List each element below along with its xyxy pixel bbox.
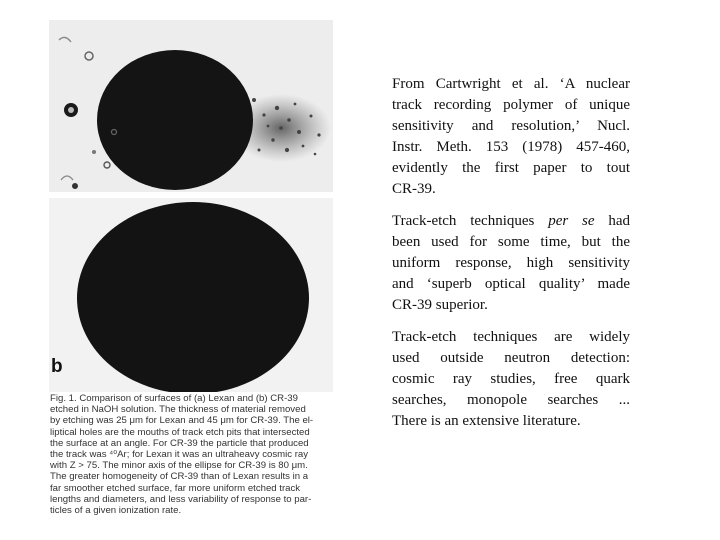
lexan-etch-image xyxy=(49,20,333,192)
figure-caption xyxy=(50,393,368,516)
caption-line: with Z > 75. The minor axis of the ellipse for CR-39 is 80 μm. xyxy=(50,460,308,472)
text-line: searches, monopole searches ... xyxy=(392,392,630,408)
text-line: uniform response, high sensitivity xyxy=(392,255,630,271)
cr39-track-pit xyxy=(77,202,309,392)
caption-line: the surface at an angle. For CR-39 the particle that produced xyxy=(50,437,309,449)
text-line: There is an extensive literature. xyxy=(392,413,581,429)
text-line: evidently the first paper to tout xyxy=(392,160,630,176)
text-line: From Cartwright et al. ‘A nuclear xyxy=(392,76,630,92)
text-line: been used for some time, but the xyxy=(392,234,630,250)
commentary-text xyxy=(392,74,630,443)
text-line: track recording polymer of unique xyxy=(392,97,630,113)
paragraph-citation xyxy=(392,74,630,200)
caption-line: by etching was 25 μm for Lexan and 45 μm for CR-39. The el- xyxy=(50,415,314,427)
caption-line: the track was ⁴⁰Ar; for Lexan it was an ultraheavy cosmic ray xyxy=(50,449,309,461)
text-line: and ‘superb optical quality’ made xyxy=(392,276,630,292)
paragraph-applications xyxy=(392,327,630,432)
paragraph-history xyxy=(392,211,630,316)
caption-line: lengths and diameters, and less variability of response to par- xyxy=(50,493,312,505)
panel-label-b: b xyxy=(51,356,63,377)
text-line: Track-etch techniques are widely xyxy=(392,329,630,345)
text-line: sensitivity and resolution,’ Nucl. xyxy=(392,118,630,134)
text-line: Track-etch techniques per se had xyxy=(392,213,630,229)
caption-line: etched in NaOH solution. The thickness of material removed xyxy=(50,404,306,416)
text-line: CR-39 superior. xyxy=(392,297,488,313)
cr39-etch-image xyxy=(49,198,333,392)
text-line: cosmic ray studies, free quark xyxy=(392,371,630,387)
figure xyxy=(30,8,375,538)
text-line: used outside neutron detection: xyxy=(392,350,630,366)
text-line: CR-39. xyxy=(392,181,436,197)
lexan-track-pit xyxy=(97,50,253,190)
caption-line: ticles of a given ionization rate. xyxy=(50,505,182,517)
caption-line: The greater homogeneity of CR-39 than of Lexan results in a xyxy=(50,471,309,483)
caption-line: liptical holes are the mouths of track etch pits that intersected xyxy=(50,426,310,438)
caption-line: Fig. 1. Comparison of surfaces of (a) Lexan and (b) CR-39 xyxy=(50,393,298,404)
caption-line: far smoother etched surface, far more uniform etched track xyxy=(50,482,301,494)
text-line: Instr. Meth. 153 (1978) 457-460, xyxy=(392,139,630,155)
lexan-etch-photo xyxy=(49,20,333,192)
cr39-etch-photo xyxy=(49,198,333,392)
